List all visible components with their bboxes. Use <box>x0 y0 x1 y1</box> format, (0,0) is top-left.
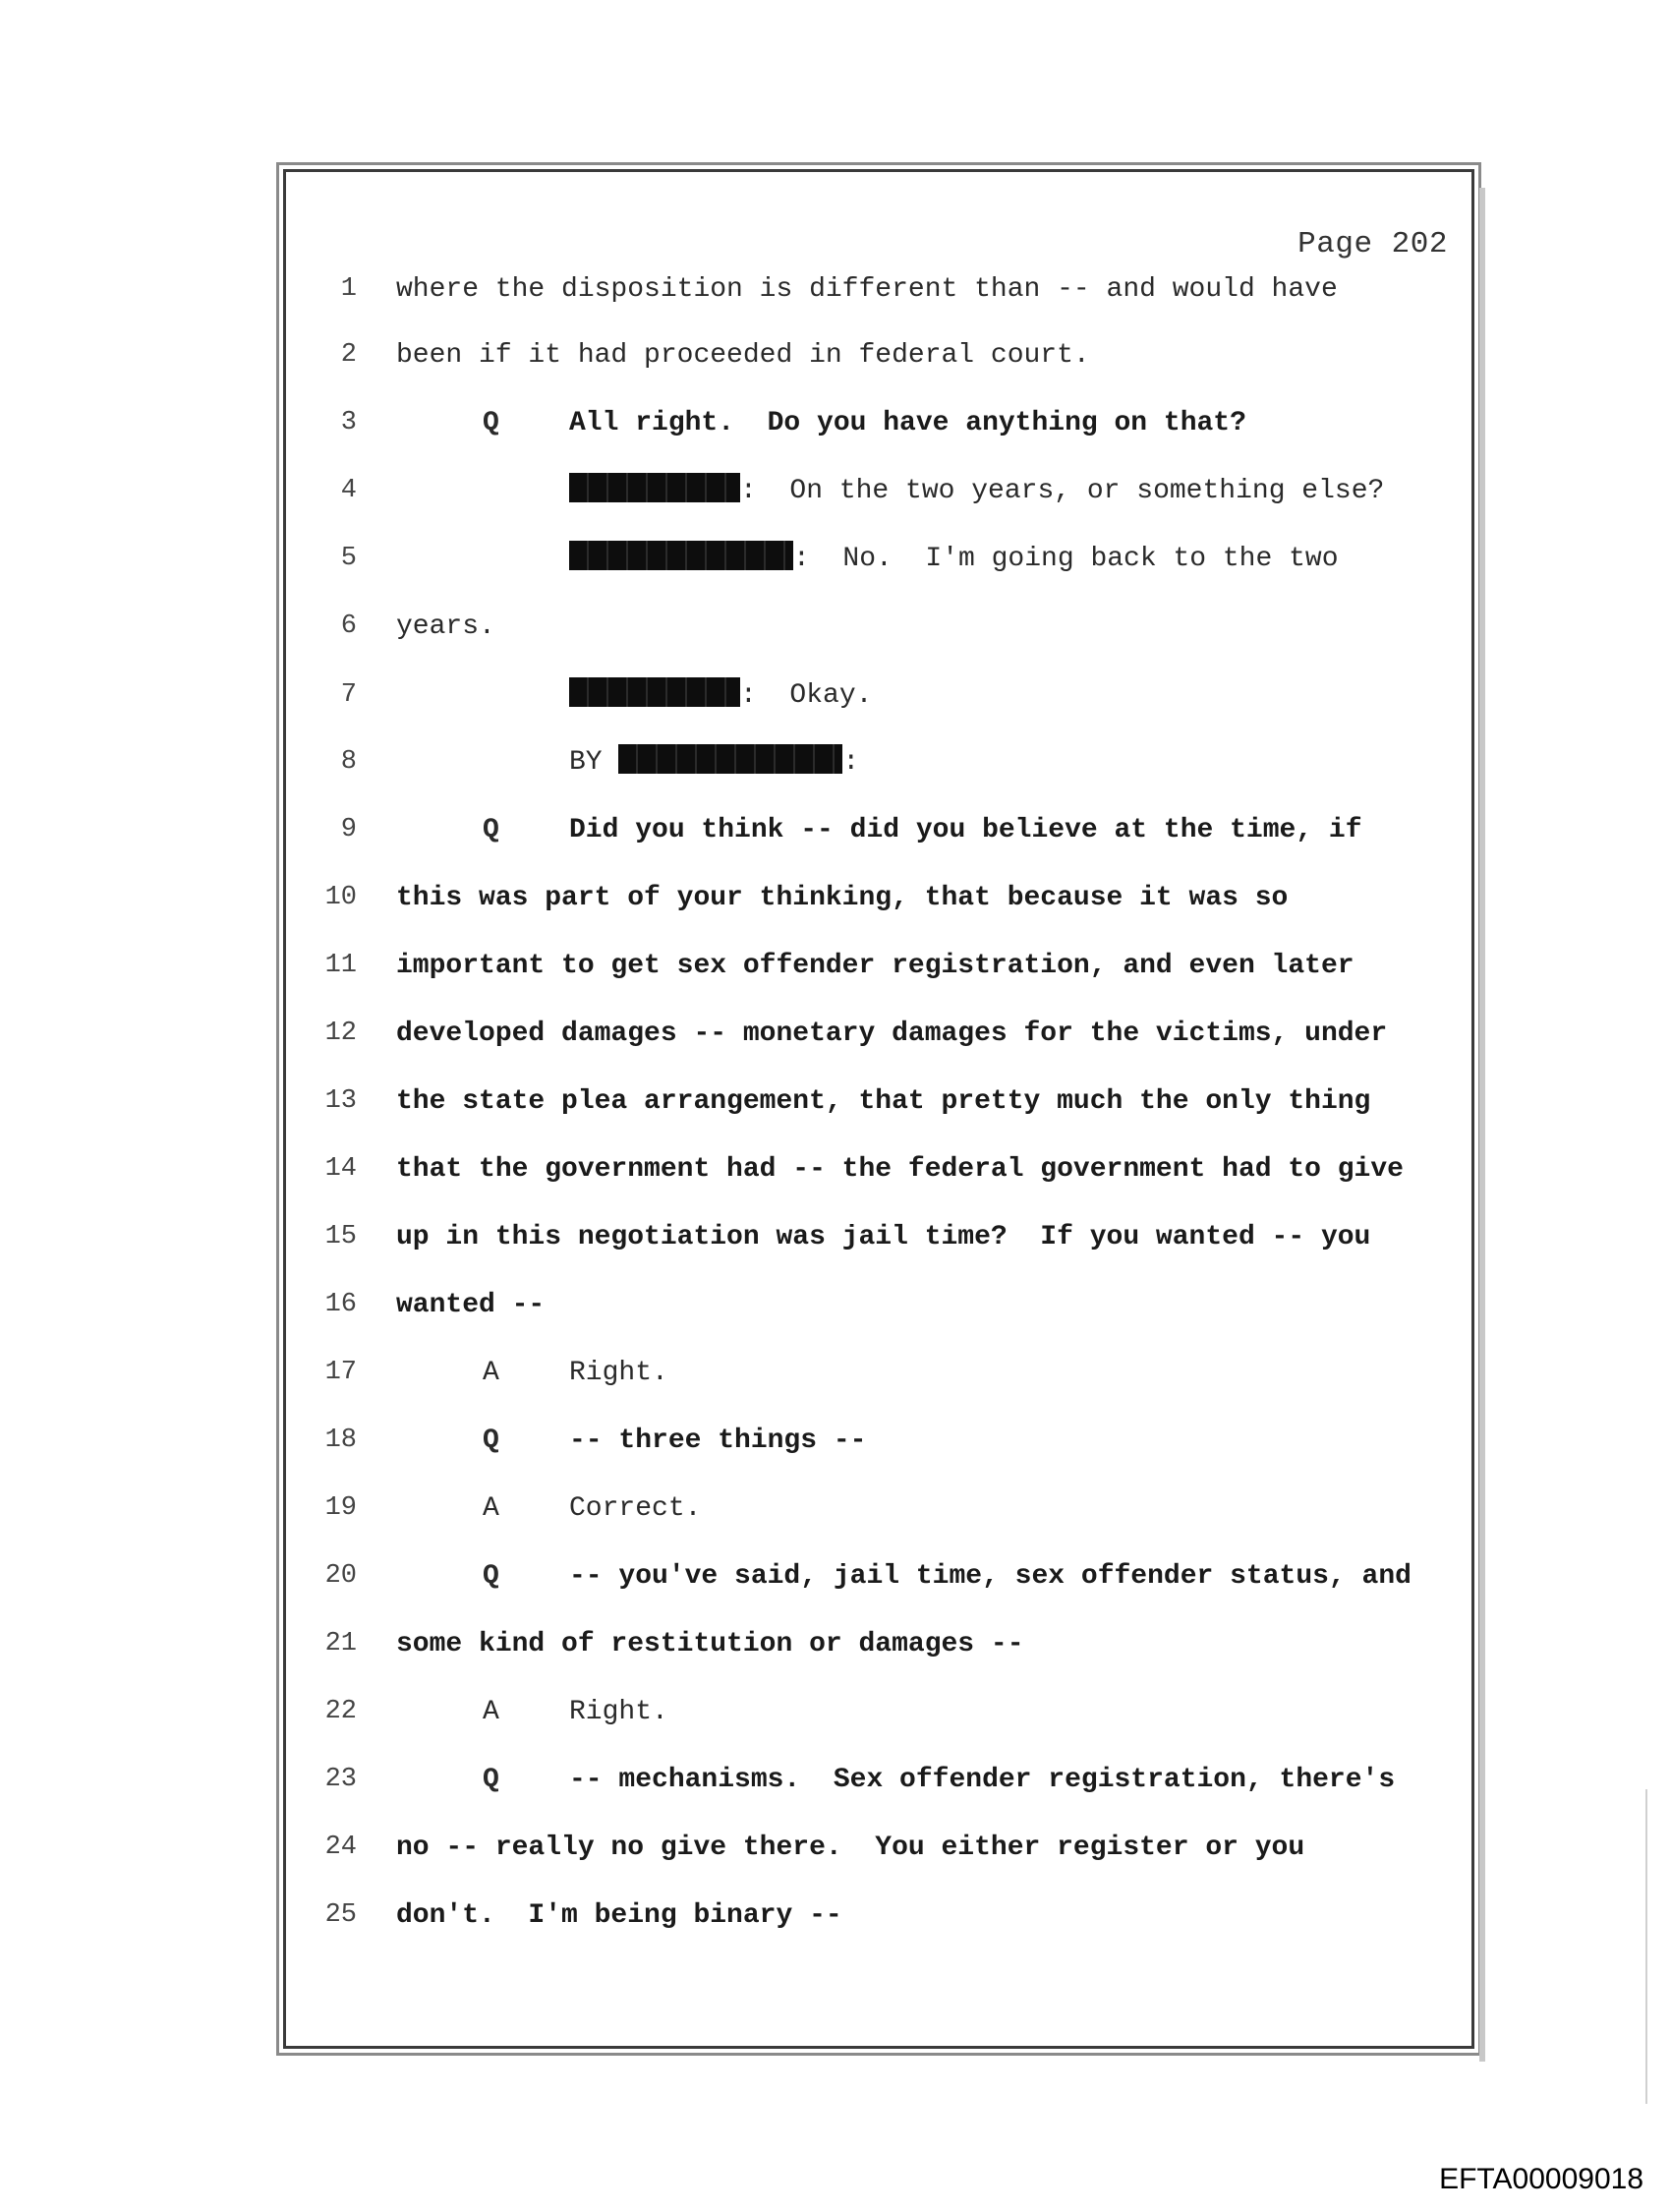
line-text: years. <box>396 611 495 642</box>
line-number: 1 <box>340 274 357 304</box>
question-tag: Q <box>483 1765 499 1795</box>
line-number: 10 <box>324 883 357 912</box>
transcript-line <box>286 408 1471 457</box>
line-text: -- three things -- <box>569 1426 867 1456</box>
transcript-line <box>286 747 1471 796</box>
line-number: 5 <box>340 544 357 573</box>
transcript-line <box>286 1222 1471 1271</box>
transcript-line <box>286 1765 1471 1814</box>
line-number: 15 <box>324 1222 357 1252</box>
redaction-block <box>618 744 842 774</box>
question-tag: Q <box>483 1426 499 1456</box>
by-label: BY <box>569 747 603 778</box>
line-text: where the disposition is different than -- and would have <box>396 274 1338 305</box>
line-number: 9 <box>340 815 357 844</box>
transcript-line <box>286 951 1471 1000</box>
line-number: 17 <box>324 1358 357 1387</box>
transcript-line <box>286 1154 1471 1203</box>
redaction-block <box>569 541 793 570</box>
line-number: 24 <box>324 1833 357 1862</box>
line-number: 7 <box>340 680 357 710</box>
line-number: 25 <box>324 1900 357 1930</box>
transcript-line <box>286 815 1471 864</box>
speaker-line <box>569 747 859 778</box>
bates-number: EFTA00009018 <box>1439 2163 1643 2195</box>
transcript-line <box>286 1900 1471 1950</box>
line-text: : <box>842 747 860 778</box>
line-number: 8 <box>340 747 357 777</box>
line-number: 20 <box>324 1561 357 1591</box>
question-tag: Q <box>483 408 499 438</box>
line-text: no -- really no give there. You either register or you <box>396 1833 1305 1863</box>
line-number: 4 <box>340 476 357 505</box>
transcript-line <box>286 1833 1471 1882</box>
line-number: 2 <box>340 340 357 370</box>
redaction-block <box>569 677 740 707</box>
line-text: Did you think -- did you believe at the time, if <box>569 815 1362 845</box>
answer-tag: A <box>483 1697 499 1727</box>
speaker-line <box>569 544 1339 574</box>
transcript-line <box>286 1086 1471 1135</box>
transcript-line <box>286 1493 1471 1543</box>
line-text: Correct. <box>569 1493 702 1524</box>
transcript-line <box>286 544 1471 593</box>
transcript-line <box>286 1019 1471 1068</box>
transcript-line <box>286 274 1471 323</box>
line-text: Right. <box>569 1358 668 1388</box>
transcript-line <box>286 1358 1471 1407</box>
line-text: this was part of your thinking, that because it was so <box>396 883 1289 913</box>
line-number: 3 <box>340 408 357 437</box>
line-text: the state plea arrangement, that pretty much the only thing <box>396 1086 1371 1117</box>
speaker-line <box>569 680 872 711</box>
line-text: Right. <box>569 1697 668 1727</box>
line-number: 13 <box>324 1086 357 1116</box>
question-tag: Q <box>483 815 499 845</box>
line-text: -- you've said, jail time, sex offender status, and <box>569 1561 1412 1592</box>
line-number: 6 <box>340 611 357 641</box>
transcript-page <box>283 169 1474 2049</box>
line-text: : Okay. <box>740 680 873 711</box>
transcript-line <box>286 1290 1471 1339</box>
line-number: 14 <box>324 1154 357 1184</box>
line-text: up in this negotiation was jail time? If you wanted -- you <box>396 1222 1371 1252</box>
line-text: important to get sex offender registration, and even later <box>396 951 1354 981</box>
answer-tag: A <box>483 1358 499 1388</box>
transcript-line <box>286 680 1471 729</box>
line-number: 11 <box>324 951 357 980</box>
transcript-line <box>286 611 1471 661</box>
line-text: been if it had proceeded in federal court. <box>396 340 1090 371</box>
scan-artifact <box>1645 1789 1647 2104</box>
line-text: don't. I'm being binary -- <box>396 1900 842 1931</box>
line-number: 22 <box>324 1697 357 1726</box>
redaction-block <box>569 473 740 502</box>
line-text: -- mechanisms. Sex offender registration, there's <box>569 1765 1396 1795</box>
line-number: 12 <box>324 1019 357 1048</box>
line-number: 16 <box>324 1290 357 1319</box>
transcript-line <box>286 883 1471 932</box>
transcript-line <box>286 1629 1471 1678</box>
line-number: 23 <box>324 1765 357 1794</box>
line-number: 21 <box>324 1629 357 1659</box>
line-text: some kind of restitution or damages -- <box>396 1629 1024 1659</box>
line-text: wanted -- <box>396 1290 546 1320</box>
speaker-line <box>569 476 1384 506</box>
line-number: 18 <box>324 1426 357 1455</box>
transcript-line <box>286 340 1471 389</box>
line-number: 19 <box>324 1493 357 1523</box>
line-text: : On the two years, or something else? <box>740 476 1385 506</box>
line-text: developed damages -- monetary damages for the victims, under <box>396 1019 1388 1049</box>
answer-tag: A <box>483 1493 499 1524</box>
line-text: : No. I'm going back to the two <box>793 544 1339 574</box>
transcript-line <box>286 1697 1471 1746</box>
question-tag: Q <box>483 1561 499 1592</box>
line-text: that the government had -- the federal government had to give <box>396 1154 1404 1185</box>
page-number: Page 202 <box>1297 227 1448 262</box>
transcript-line <box>286 1426 1471 1475</box>
transcript-line <box>286 476 1471 525</box>
transcript-line <box>286 1561 1471 1610</box>
line-text: All right. Do you have anything on that? <box>569 408 1246 438</box>
